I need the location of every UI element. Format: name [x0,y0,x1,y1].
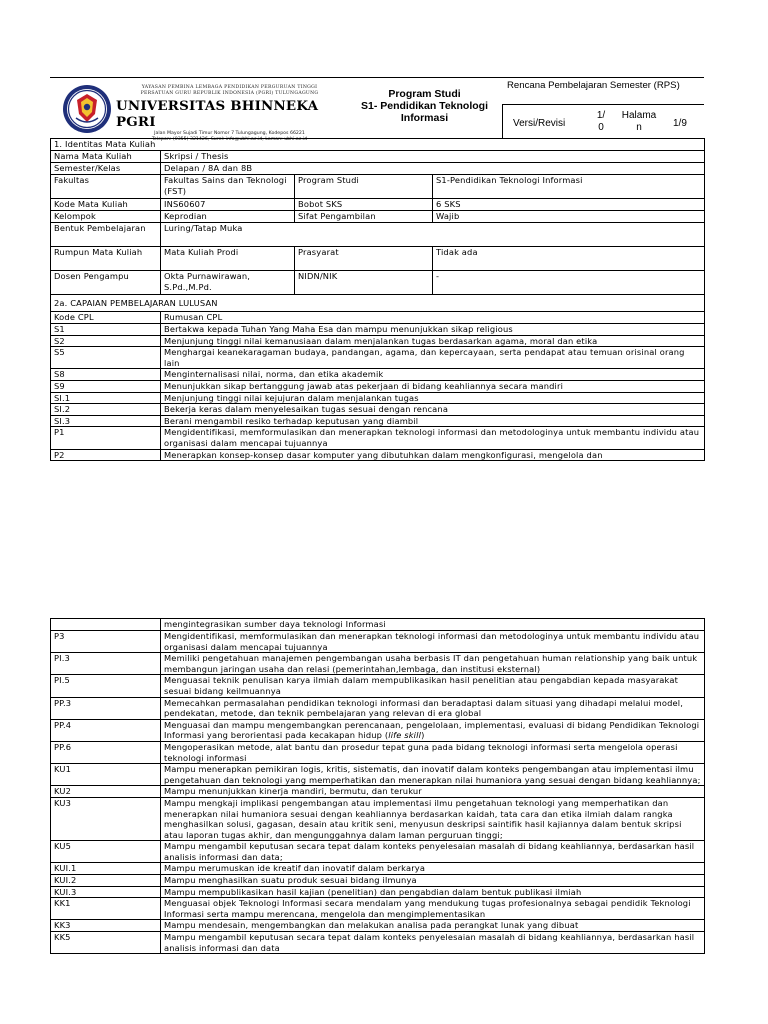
cpl-code: KU1 [51,764,161,786]
cpl-text: Menjunjung tinggi nilai kemanusiaan dalam menjalankan tugas berdasarkan agama, moral dan etika [161,335,705,347]
kode-value: INS60607 [161,199,295,211]
cpl-row [51,875,705,887]
cpl-text: Mampu menunjukkan kinerja mandiri, bermutu, dan terukur [161,786,705,798]
foundation-line-1: YAYASAN PEMBINA LEMBAGA PENDIDIKAN PERGURUAN TINGGI [141,85,318,90]
cpl-code: PI.5 [51,675,161,697]
cpl-text: Menghargai keanekaragaman budaya, pandangan, agama, dan kepercayaan, serta pendapat atau temuan orisinal orang lain [161,347,705,369]
cpl-row [51,863,705,875]
cpl-row [51,786,705,798]
cpl-row [51,898,705,920]
cpl-text: Mengoperasikan metode, alat bantu dan prosedur tepat guna pada bidang teknologi informasi serta mengelola operasi teknologi informasi [161,741,705,763]
continuation-text: mengintegrasikan sumber daya teknologi Informasi [161,619,705,631]
cpl-text: Mengidentifikasi, memformulasikan dan menerapkan teknologi informasi dan metodologinya untuk membantu individu atau organisasi dalam mencapai tujuannya [161,631,705,653]
nidn-label: NIDN/NIK [295,271,433,295]
fakultas-label: Fakultas [51,175,161,199]
bobot-label: Bobot SKS [295,199,433,211]
cpl-row [51,415,705,427]
cpl-row [51,653,705,675]
prasyarat-value: Tidak ada [433,247,705,271]
kelompok-label: Kelompok [51,211,161,223]
fakultas-value: Fakultas Sains dan Teknologi (FST) [161,175,295,199]
cpl-row [51,741,705,763]
program-title [347,88,502,124]
cpl-code: S9 [51,380,161,392]
cpl-text: Menerapkan konsep-konsep dasar komputer yang dibutuhkan dalam mengkonfigurasi, mengelola dan [161,449,705,461]
kode-label: Kode Mata Kuliah [51,199,161,211]
bentuk-label: Bentuk Pembelajaran [51,223,161,247]
bobot-value: 6 SKS [433,199,705,211]
university-logo [62,84,112,134]
address-line-1: Jalan Mayor Sujadi Timur Nomor 7 Tulungagung, Kodepos 66221 [154,131,305,136]
prodi-value: S1-Pendidikan Teknologi Informasi [433,175,705,199]
foundation-line-2: PERSATUAN GURU REPUBLIK INDONESIA (PGRI) TULUNGAGUNG [140,91,319,96]
cpl-code: KUI.1 [51,863,161,875]
versi-value: 1/ 0 [596,110,606,133]
cpl-text: Menguasai objek Teknologi Informasi secara mendalam yang mendukung tugas profesionalnya sebagai pendidik Teknologi Informasi serta mampu merencana, mengelola dan mengimplementasikan [161,898,705,920]
continuation-code-cell [51,619,161,631]
cpl-row [51,920,705,932]
cpl-code: S5 [51,347,161,369]
nama-value: Skripsi / Thesis [161,151,705,163]
semester-label: Semester/Kelas [51,163,161,175]
cpl-code: PI.3 [51,653,161,675]
cpl-text: Menginternalisasi nilai, norma, dan etika akademik [161,369,705,381]
cpl-row [51,324,705,336]
cpl-text: Menunjukkan sikap bertanggung jawab atas pekerjaan di bidang keahliannya secara mandiri [161,380,705,392]
cpl-text: Mampu menghasilkan suatu produk sesuai bidang ilmunya [161,875,705,887]
cpl-text: Bekerja keras dalam menyelesaikan tugas sesuai dengan rencana [161,404,705,416]
semester-value: Delapan / 8A dan 8B [161,163,705,175]
cpl-row [51,392,705,404]
dosen-label: Dosen Pengampu [51,271,161,295]
program-line-3: Informasi [400,112,449,124]
cpl-text: Mampu mengambil keputusan secara tepat dalam konteks penyelesaian masalah di bidang keahliannya, berdasarkan hasil analisis informasi dan data; [161,841,705,863]
cpl-row [51,675,705,697]
cpl-code: SI.2 [51,404,161,416]
cpl-row [51,335,705,347]
cpl-text: Mampu mengambil keputusan secara tepat dalam konteks penyelesaian masalah di bidang keahliannya, berdasarkan hasil analisis informasi dan data [161,932,705,954]
dosen-value: Okta Purnawirawan, S.Pd.,M.Pd. [161,271,295,295]
versi-label: Versi/Revisi [513,118,566,129]
cpl-row [51,347,705,369]
cpl-row [51,404,705,416]
cpl-text: Memiliki pengetahuan manajemen pengembangan usaha berbasis IT dan pengetahuan human relationship yang baik untuk membangun jaringan usaha dan relasi (pemerintahan,lembaga, dan institusi eksternal) [161,653,705,675]
cpl-row [51,631,705,653]
cpl-row [51,841,705,863]
cpl-text: Memecahkan permasalahan pendidikan teknologi informasi dan beradaptasi dalam situasi yang dihadapi melalui model, pendekatan, metode, dan teknik pembelajaran yang relevan di era global [161,697,705,719]
cpl-code: KUI.2 [51,875,161,887]
program-line-1: Program Studi [388,88,461,100]
cpl-row [51,427,705,449]
halaman-label: Halama n [621,110,657,133]
cpl-rows-page-2 [51,631,705,954]
cpl-text: Mampu mempublikasikan hasil kajian (penelitian) dan pengabdian dalam bentuk publikasi ilmiah [161,886,705,898]
cpl-code: S1 [51,324,161,336]
cpl-code: KK5 [51,932,161,954]
identitas-section-title: 1. Identitas Mata Kuliah [51,139,705,151]
cpl-code: SI.3 [51,415,161,427]
cpl-row [51,449,705,461]
cpl-section-title: 2a. CAPAIAN PEMBELAJARAN LULUSAN [51,295,705,312]
cpl-row [51,764,705,786]
nidn-value: - [433,271,705,295]
cpl-text: Bertakwa kepada Tuhan Yang Maha Esa dan mampu menunjukkan sikap religious [161,324,705,336]
cpl-text: Mampu mendesain, mengembangkan dan melakukan analisa pada perangkat lunak yang dibuat [161,920,705,932]
rps-underline [502,104,704,105]
program-line-2: S1- Pendidikan Teknologi [361,100,488,112]
cpl-text: Menjunjung tinggi nilai kejujuran dalam menjalankan tugas [161,392,705,404]
cpl-row [51,797,705,840]
rumpun-value: Mata Kuliah Prodi [161,247,295,271]
cpl-code: S8 [51,369,161,381]
cpl-row [51,932,705,954]
cpl-text: Mampu mengkaji implikasi pengembangan atau implementasi ilmu pengetahuan teknologi yang memperhatikan dan menerapkan nilai humaniora sesuai dengan keahliannya berdasarkan kaidah, tata cara dan etika ilmiah dalam rangka menghasilkan solusi, gagasan, desain atau kritik seni, menyusun deskripsi saintifik hasil kajiannya dalam bentuk skripsi atau laporan tugas akhir, dan mengunggahnya dalam laman perguruan tinggi; [161,797,705,840]
kelompok-value: Keprodian [161,211,295,223]
cpl-text: Menguasai teknik penulisan karya ilmiah dalam mempublikasikan hasil penelitian atau pengabdian kepada masyarakat sesuai bidang keilmuannya [161,675,705,697]
prodi-label: Program Studi [295,175,433,199]
cpl-text [161,719,705,741]
page-number: 1/9 [673,118,687,129]
cpl-col-kode: Kode CPL [51,312,161,324]
nama-label: Nama Mata Kuliah [51,151,161,163]
cpl-rows-page-1 [51,324,705,461]
cpl-code: KU5 [51,841,161,863]
cpl-code: KU2 [51,786,161,798]
cpl-table-continued [50,618,705,954]
sifat-value: Wajib [433,211,705,223]
cpl-code: S2 [51,335,161,347]
cpl-text-italic: life skill [388,730,422,741]
cpl-row [51,719,705,741]
cpl-code: KK3 [51,920,161,932]
cpl-code: P3 [51,631,161,653]
cpl-text: Mampu merumuskan ide kreatif dan inovatif dalam berkarya [161,863,705,875]
cpl-code: SI.1 [51,392,161,404]
cpl-code: PP.4 [51,719,161,741]
cpl-code: P2 [51,449,161,461]
cpl-text: Berani mengambil resiko terhadap keputusan yang diambil [161,415,705,427]
cpl-code: KK1 [51,898,161,920]
address-line-2: Telepon: (0355) 321426, Surel: info@ubhi.ac.id, Laman: ubhi.ac.id [151,137,308,142]
cpl-code: PP.6 [51,741,161,763]
rumpun-label: Rumpun Mata Kuliah [51,247,161,271]
rps-title: Rencana Pembelajaran Semester (RPS) [507,80,680,91]
cpl-col-rumusan: Rumusan CPL [161,312,705,324]
cpl-code: P1 [51,427,161,449]
header-vertical-divider [502,104,503,138]
university-header-block [116,85,343,143]
identity-table [50,138,705,461]
cpl-row [51,380,705,392]
header-top-rule [50,77,704,78]
cpl-row [51,886,705,898]
cpl-row [51,369,705,381]
cpl-text-part: Menguasai dan mampu mengembangkan perencanaan, pengelolaan, implementasi, evaluasi di bidang Pendidikan Teknologi Informasi yang berorientasi pada kecakapan hidup ( [164,719,700,741]
cpl-text-part: ) [421,730,425,741]
cpl-row [51,697,705,719]
prasyarat-label: Prasyarat [295,247,433,271]
cpl-text: Mampu menerapkan pemikiran logis, kritis, sistematis, dan inovatif dalam konteks pengembangan atau implementasi ilmu pengetahuan dan teknologi yang memperhatikan dan menerapkan nilai humaniora yang sesuai dengan bidang keahliannya; [161,764,705,786]
sifat-label: Sifat Pengambilan [295,211,433,223]
cpl-code: PP.3 [51,697,161,719]
cpl-text: Mengidentifikasi, memformulasikan dan menerapkan teknologi informasi dan metodologinya untuk membantu individu atau organisasi dalam mencapai tujuannya [161,427,705,449]
cpl-code: KU3 [51,797,161,840]
bentuk-value: Luring/Tatap Muka [161,223,705,247]
cpl-code: KUI.3 [51,886,161,898]
university-name: UNIVERSITAS BHINNEKA PGRI [116,98,319,130]
